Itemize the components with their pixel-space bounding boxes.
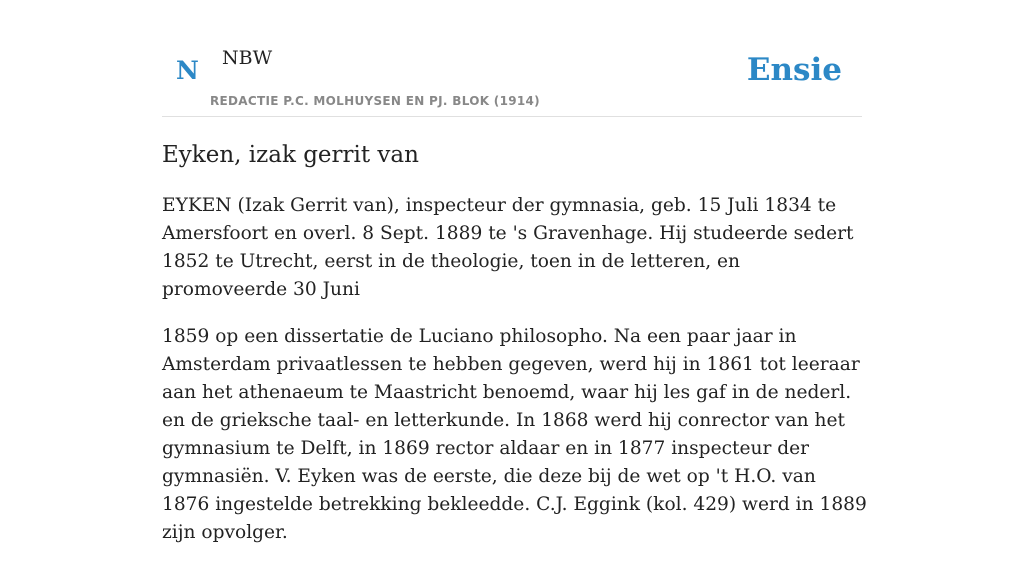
ensie-logo[interactable]: Ensie: [746, 52, 842, 88]
source-editors: REDACTIE P.C. MOLHUYSEN EN PJ. BLOK (1914): [210, 94, 540, 108]
entry-body: [162, 192, 867, 566]
entry-paragraph: 1859 op een dissertatie de Luciano philosopho. Na een paar jaar in Amsterdam privaatlessen te hebben gegeven, werd hij in 1861 tot leeraar aan het athenaeum te Maastricht benoemd, waar hij les gaf in de nederl. en de grieksche taal- en letterkunde. In 1868 werd hij conrector van het gymnasium te Delft, in 1869 rector aldaar en in 1877 inspecteur der gymnasiën. V. Eyken was de eerste, die deze bij de wet op 't H.O. van 1876 ingestelde betrekking bekleedde. C.J. Eggink (kol. 429) werd in 1889 zijn opvolger.: [162, 326, 867, 543]
source-title-link[interactable]: NBW: [222, 47, 273, 69]
entry-title: Eyken, izak gerrit van: [162, 142, 419, 168]
entry-paragraph: EYKEN (Izak Gerrit van), inspecteur der gymnasia, geb. 15 Juli 1834 te Amersfoort en overl. 8 Sept. 1889 te 's Gravenhage. Hij studeerde sedert 1852 te Utrecht, eerst in de theologie, toen in de letteren, en promoveerde 30 Juni: [162, 195, 854, 300]
source-logo[interactable]: N: [176, 56, 199, 85]
source-header: [162, 0, 862, 117]
